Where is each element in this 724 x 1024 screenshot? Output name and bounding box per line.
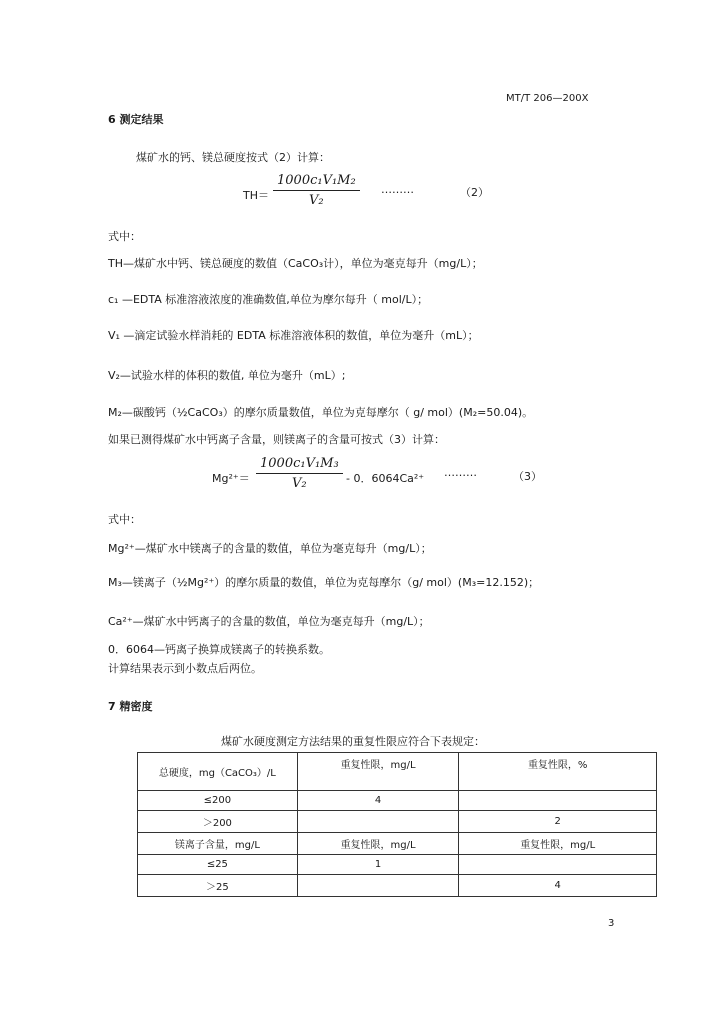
table-cell: 1	[297, 855, 459, 875]
table-cell: ＞200	[138, 811, 298, 833]
table-cell: 重复性限，mg/L	[459, 833, 657, 855]
table-row	[138, 791, 657, 811]
table-cell: ＞25	[138, 875, 298, 897]
formula-3-lhs: Mg²⁺＝	[212, 472, 250, 485]
intro-magnesium: 如果已测得煤矿水中钙离子含量，则镁离子的含量可按式（3）计算：	[108, 433, 445, 446]
definition-mg: Mg²⁺—煤矿水中镁离子的含量的数值，单位为毫克每升（mg/L）；	[108, 542, 432, 555]
definition-th: TH—煤矿水中钙、镁总硬度的数值（CaCO₃计），单位为毫克每升（mg/L）；	[108, 257, 483, 270]
table-cell: 4	[297, 791, 459, 811]
table-cell	[297, 811, 459, 833]
table-cell: 镁离子含量，mg/L	[138, 833, 298, 855]
formula-3-number: （3）	[513, 470, 542, 483]
definition-v2: V₂—试验水样的体积的数值, 单位为毫升（mL）;	[108, 369, 346, 382]
table-row	[138, 875, 657, 897]
formula-2-denominator: V₂	[309, 193, 324, 208]
formula-3-fraction	[256, 456, 343, 491]
definition-m3: M₃—镁离子（½Mg²⁺）的摩尔质量的数值，单位为克每摩尔（g/ mol）(M₃=12.152)；	[108, 576, 540, 589]
standard-code: MT/T 206—200X	[506, 93, 589, 104]
formula-2-lhs: TH＝	[243, 189, 269, 202]
table-cell: 重复性限，mg/L	[297, 753, 459, 791]
table-row	[138, 855, 657, 875]
formula-3-dots: ………	[444, 466, 477, 479]
formula-3-numerator: 1000c₁V₁M₃	[256, 456, 343, 474]
formula-3-denominator: V₂	[292, 476, 307, 491]
definition-v1: V₁ —滴定试验水样消耗的 EDTA 标准溶液体积的数值，单位为毫升（mL）；	[108, 329, 479, 342]
table-header-row	[138, 753, 657, 791]
section-6-heading: 6 测定结果	[108, 113, 164, 126]
formula-2-numerator: 1000c₁V₁M₂	[273, 173, 360, 191]
intro-paragraph: 煤矿水的钙、镁总硬度按式（2）计算：	[136, 151, 330, 164]
table-cell: 重复性限，mg/L	[297, 833, 459, 855]
section-7-heading: 7 精密度	[108, 700, 153, 713]
definition-ca: Ca²⁺—煤矿水中钙离子的含量的数值，单位为毫克每升（mg/L）；	[108, 615, 430, 628]
table-cell: 2	[459, 811, 657, 833]
table-cell	[459, 791, 657, 811]
table-row	[138, 811, 657, 833]
page-number: 3	[608, 918, 615, 929]
formula-2-number: （2）	[460, 186, 489, 199]
where-label-2: 式中：	[108, 513, 141, 526]
table-subheader-row	[138, 833, 657, 855]
table-cell: ≤25	[138, 855, 298, 875]
table-cell: 4	[459, 875, 657, 897]
definition-coefficient: 0．6064—钙离子换算成镁离子的转换系数。	[108, 643, 330, 656]
where-label: 式中：	[108, 230, 141, 243]
formula-2-fraction	[273, 173, 360, 208]
table-cell: ≤200	[138, 791, 298, 811]
formula-3-rhs: - 0．6064Ca²⁺	[346, 472, 425, 485]
precision-table	[137, 752, 657, 897]
definition-c1: c₁ —EDTA 标准溶液浓度的准确数值,单位为摩尔每升（ mol/L）；	[108, 293, 429, 306]
table-cell	[297, 875, 459, 897]
formula-2-dots: ………	[381, 183, 414, 196]
table-cell: 重复性限，%	[459, 753, 657, 791]
rounding-note: 计算结果表示到小数点后两位。	[108, 662, 262, 675]
table-cell	[459, 855, 657, 875]
precision-intro: 煤矿水硬度测定方法结果的重复性限应符合下表规定：	[221, 735, 485, 748]
definition-m2: M₂—碳酸钙（½CaCO₃）的摩尔质量数值，单位为克每摩尔（ g/ mol）(M₂=50.04)。	[108, 406, 534, 419]
table-cell: 总硬度，mg（CaCO₃）/L	[138, 753, 298, 791]
